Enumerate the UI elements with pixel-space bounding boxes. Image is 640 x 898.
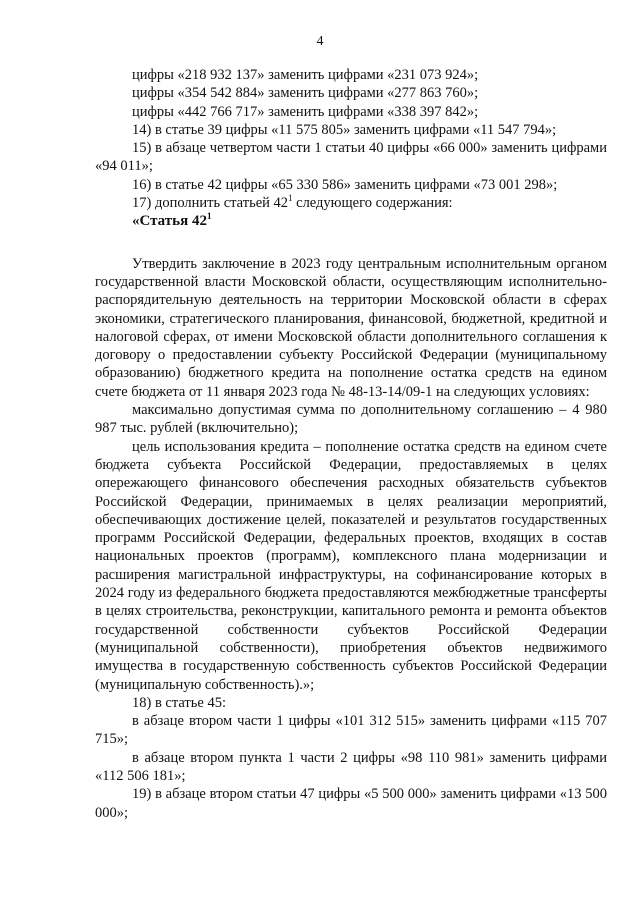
text-line: цифры «218 932 137» заменить цифрами «231 073 924»;	[132, 67, 479, 83]
text-paragraph: 19) в абзаце втором статьи 47 цифры «5 500 000» заменить цифрами «13 500 000»;	[95, 786, 607, 821]
heading-text: «Статья 42	[132, 213, 207, 230]
text-paragraph: Утвердить заключение в 2023 году центральным исполнительным органом государственной власти Московской области, осуществляющим исполнительно-распорядительную деятельность на территории Московской области в сферах экономики, стратегического планирования, финансовой, бюджетной, кредитной и налоговой сферах, от имени Московской области дополнительного соглашения к договору о предоставлении субъекту Российской Федерации (муниципальному образованию) бюджетного кредита на пополнение остатка средств на едином счете бюджета от 11 января 2023 года № 48-13-14/09-1 на следующих условиях:	[95, 255, 607, 400]
text-line: цифры «354 542 884» заменить цифрами «277 863 760»;	[132, 85, 479, 102]
text-paragraph: цель использования кредита – пополнение остатка средств на едином счете бюджета субъекта Российской Федерации, предоставляемых в целях опережающего финансового обеспечения расходных обязательств субъектов Российской Федерации, принимаемых в целях реализации мероприятий, обеспечивающих достижение целей, показателей и результатов государственных программ Российской Федерации, федеральных проектов, входящих в состав национальных проектов (программ), комплексного плана модернизации и расширения магистральной инфраструктуры, на софинансирование которых в 2024 году из федерального бюджета предоставляются межбюджетные трансферты в целях строительства, реконструкции, капитального ремонта и ремонта объектов государственной собственности субъектов Российской Федерации (муниципальной собственности), приобретения объектов недвижимого имущества в государственную собственность субъектов Российской Федерации (муниципальную собственность).»;	[95, 438, 607, 693]
text-line: цифры «442 766 717» заменить цифрами «338 397 842»;	[132, 103, 479, 120]
text-fragment: 17) дополнить статьей 42	[132, 195, 289, 212]
text-paragraph: 18) в статье 45:	[132, 694, 226, 711]
superscript: 1	[206, 211, 212, 222]
document-body	[95, 66, 607, 822]
article-heading	[95, 212, 607, 230]
text-paragraph: максимально допустимая сумма по дополнительному соглашению – 4 980 987 тыс. рублей (включительно);	[95, 402, 607, 437]
text-paragraph: 15) в абзаце четвертом части 1 статьи 40 цифры «66 000» заменить цифрами «94 011»;	[95, 140, 607, 175]
text-line: 14) в статье 39 цифры «11 575 805» заменить цифрами «11 547 794»;	[132, 121, 557, 138]
text-paragraph: в абзаце втором пункта 1 части 2 цифры «98 110 981» заменить цифрами «112 506 181»;	[95, 749, 607, 784]
superscript: 1	[288, 193, 293, 204]
page-number: 4	[316, 34, 324, 49]
text-line: 16) в статье 42 цифры «65 330 586» заменить цифрами «73 001 298»;	[132, 176, 558, 193]
spacer	[95, 231, 607, 249]
text-paragraph: в абзаце втором части 1 цифры «101 312 515» заменить цифрами «115 707 715»;	[95, 713, 607, 748]
text-line	[95, 194, 607, 212]
text-fragment: следующего содержания:	[292, 195, 453, 212]
